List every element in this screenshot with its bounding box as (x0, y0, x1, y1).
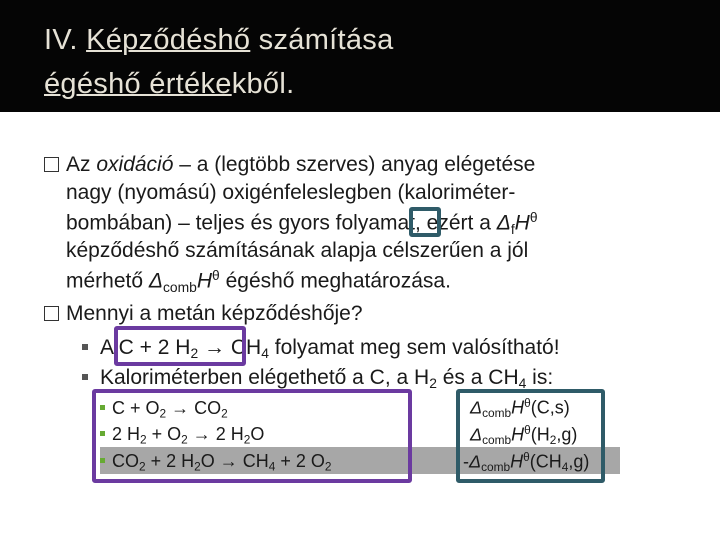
purple-highlight-box-equations (92, 389, 412, 483)
text: Kaloriméterben elégethető a C, a H (100, 366, 430, 389)
bullet-1-line-2: nagy (nyomású) oxigénfeleslegben (kaloriméter- (66, 181, 516, 204)
subscript: comb (162, 278, 197, 295)
square-bullet-icon (82, 344, 88, 350)
slide-title-line1 (44, 24, 394, 57)
title-underlined-2: égéshő értéke (44, 68, 232, 100)
italic-term: oxidáció (96, 153, 174, 176)
delta-symbol: Δ (470, 424, 483, 445)
text: bombában) – teljes és gyors folyamat, ezért a (66, 211, 497, 235)
delta-symbol: Δ (148, 269, 163, 293)
text: Mennyi a metán képződéshője? (66, 302, 363, 325)
text: A C + 2 H (100, 336, 191, 359)
text: (C,s) (530, 397, 570, 418)
theta-superscript: θ (212, 267, 220, 283)
text: 2 H (112, 424, 141, 444)
subscript: 2 (159, 406, 167, 421)
minus-sign: - (463, 451, 469, 472)
text: O → CH (200, 451, 269, 471)
h-symbol: H (196, 269, 213, 293)
text: is: (526, 366, 554, 389)
bullet-box-icon (44, 306, 59, 321)
text: ,g) (568, 451, 590, 472)
title-prefix: IV. (44, 24, 87, 56)
text: + 2 H (145, 451, 195, 471)
text: → 2 H (187, 424, 244, 444)
theta-superscript: θ (524, 396, 531, 410)
bullet-1-line-4: képződéshő számításának alapja célszerűen a jól (66, 239, 529, 262)
subscript: 2 (194, 459, 201, 474)
subscript: comb (482, 406, 512, 421)
subscript: 2 (429, 375, 437, 392)
subscript: 2 (140, 432, 147, 447)
subscript: 2 (549, 433, 557, 448)
text: ,g) (556, 424, 578, 445)
subscript: comb (481, 460, 511, 475)
text: CO (112, 451, 139, 471)
subscript: 4 (261, 345, 269, 362)
bullet-1-line-3 (66, 211, 538, 237)
title-rest-2: kből. (231, 68, 295, 100)
text: (CH (529, 451, 562, 472)
title-band (0, 0, 720, 112)
sub-bullet-2 (82, 367, 553, 391)
h-symbol: H (510, 451, 524, 472)
theta-superscript: θ (529, 209, 538, 225)
subscript: 2 (181, 432, 188, 447)
text: C + O (112, 398, 160, 418)
teal-highlight-box-formation (409, 207, 441, 237)
text: égéshő meghatározása. (219, 269, 451, 293)
text: CH (230, 336, 262, 359)
theta-superscript: θ (523, 450, 530, 464)
subscript: 2 (243, 432, 251, 447)
delta-symbol: Δ (469, 451, 482, 472)
text: O (250, 424, 265, 444)
bullet-2 (44, 303, 363, 324)
arrow: → (198, 336, 231, 359)
text: mérhető (66, 269, 149, 293)
h-symbol: H (514, 211, 530, 235)
bullet-box-icon (44, 157, 59, 172)
subscript: comb (482, 433, 512, 448)
subscript: 2 (221, 406, 228, 421)
subscript: 2 (190, 345, 199, 362)
theta-superscript: θ (524, 423, 531, 437)
text: folyamat meg sem valósítható! (268, 336, 560, 359)
subscript: 4 (268, 459, 276, 474)
subscript: 2 (139, 459, 146, 474)
h-symbol: H (511, 424, 525, 445)
subscript: 2 (324, 459, 332, 474)
title-rest-1: számítása (250, 24, 394, 56)
text: – a (legtöbb szerves) anyag elégetése (173, 153, 536, 176)
purple-highlight-box-reaction (114, 326, 246, 366)
subscript: 4 (518, 375, 527, 392)
slide-title-line2 (44, 68, 294, 101)
text: → CO (166, 398, 222, 418)
title-underlined-1: Képződéshő (86, 24, 251, 56)
subscript: f (510, 220, 515, 237)
text: (H (530, 424, 550, 445)
subscript: 4 (561, 460, 569, 475)
text: Az (66, 153, 97, 176)
h-symbol: H (511, 397, 525, 418)
text: + 2 O (275, 451, 325, 471)
teal-highlight-box-combustion (456, 389, 605, 483)
bullet-1-line-5 (66, 269, 451, 295)
text: és a CH (436, 366, 519, 389)
bullet-1-line-1 (44, 154, 535, 175)
delta-symbol: Δ (496, 211, 511, 235)
text: + O (146, 424, 182, 444)
square-bullet-icon (82, 374, 88, 380)
delta-symbol: Δ (470, 397, 483, 418)
